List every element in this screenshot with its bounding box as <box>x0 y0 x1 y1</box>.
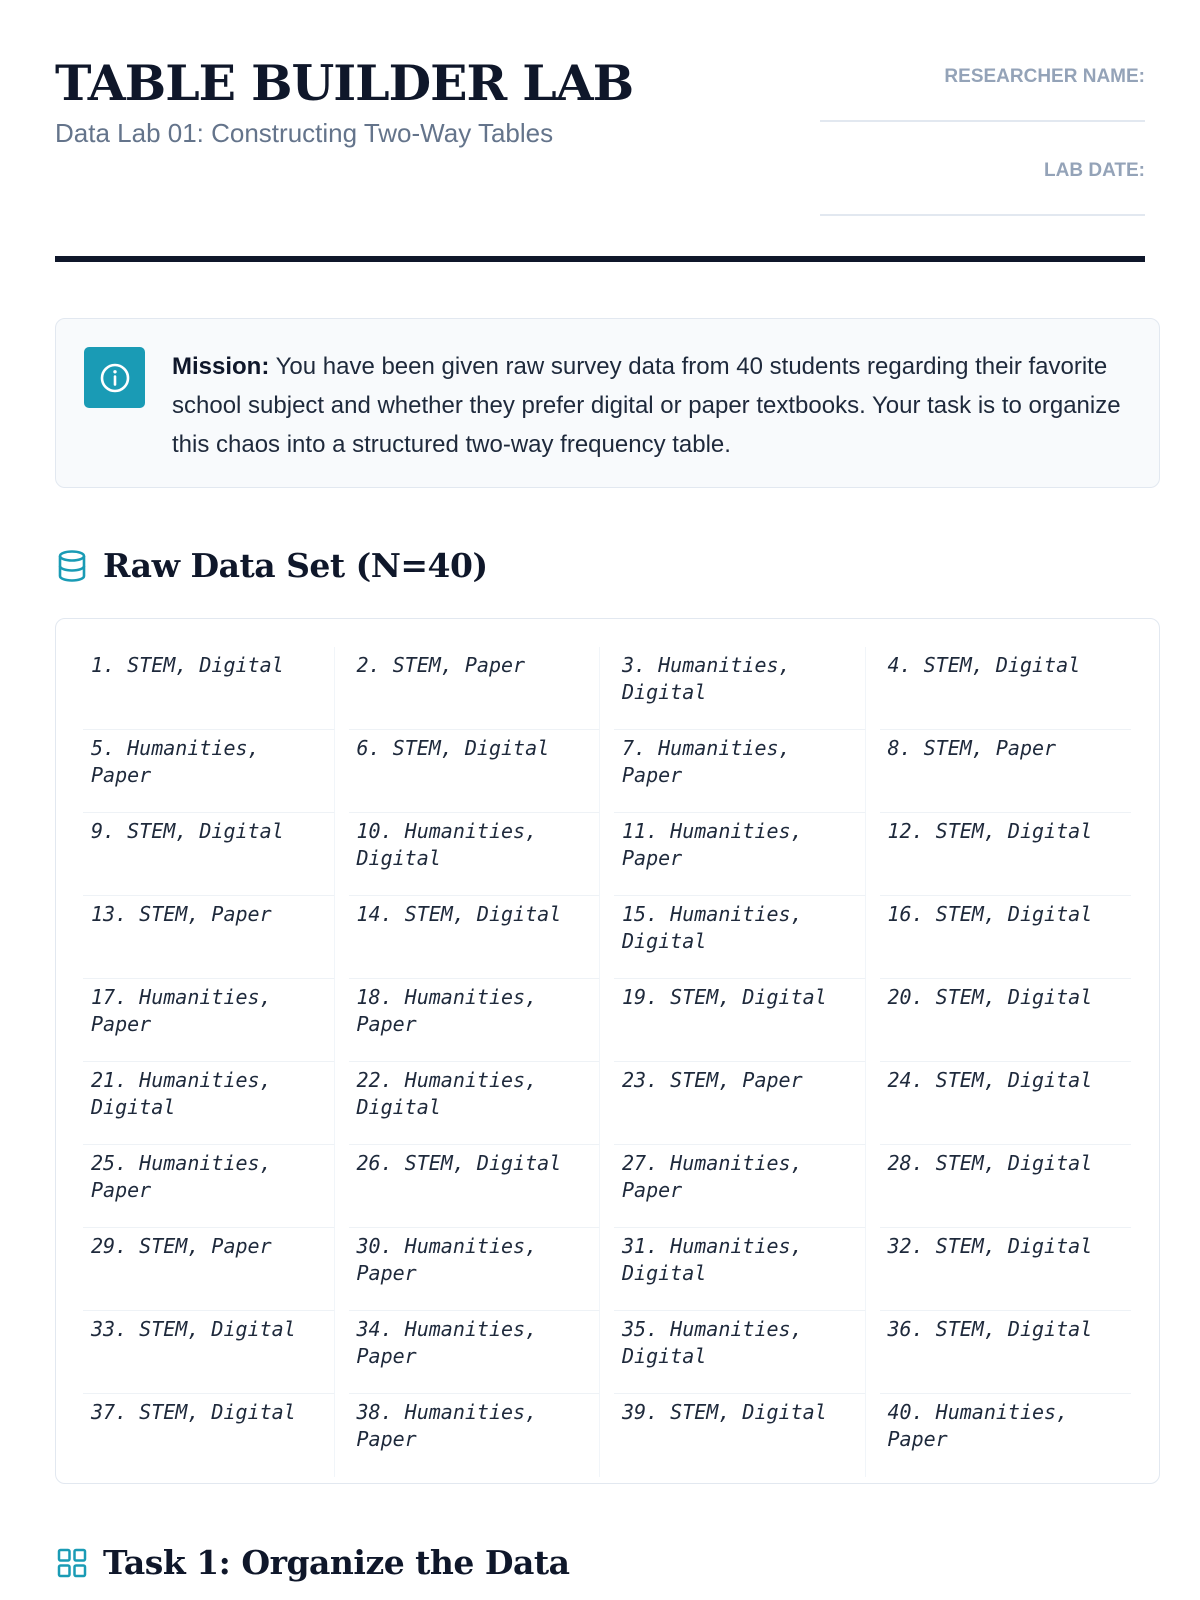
lab-date-line[interactable] <box>820 214 1145 216</box>
header-divider <box>55 256 1145 262</box>
data-entry: 5. Humanities, Paper <box>83 730 335 813</box>
data-entry: 3. Humanities, Digital <box>614 647 866 730</box>
data-entry: 2. STEM, Paper <box>349 647 601 730</box>
researcher-name-label: RESEARCHER NAME: <box>944 66 1145 87</box>
data-entry: 29. STEM, Paper <box>83 1228 335 1311</box>
data-entry: 7. Humanities, Paper <box>614 730 866 813</box>
researcher-name-line[interactable] <box>820 120 1145 122</box>
data-entry: 17. Humanities, Paper <box>83 979 335 1062</box>
researcher-name-field[interactable] <box>820 66 1145 122</box>
data-entry: 32. STEM, Digital <box>880 1228 1132 1311</box>
data-entry: 12. STEM, Digital <box>880 813 1132 896</box>
grid-icon <box>55 1546 89 1580</box>
data-entry: 10. Humanities, Digital <box>349 813 601 896</box>
data-entry: 13. STEM, Paper <box>83 896 335 979</box>
data-entry: 28. STEM, Digital <box>880 1145 1132 1228</box>
data-entry: 39. STEM, Digital <box>614 1394 866 1477</box>
raw-data-title: Raw Data Set (N=40) <box>103 546 488 585</box>
lab-date-label: LAB DATE: <box>1044 160 1145 181</box>
data-entry: 40. Humanities, Paper <box>887 1400 1069 1451</box>
data-entry: 30. Humanities, Paper <box>349 1228 601 1311</box>
mission-callout <box>55 318 1160 488</box>
data-entry: 21. Humanities, Digital <box>83 1062 335 1145</box>
data-entry: 23. STEM, Paper <box>614 1062 866 1145</box>
data-entry: 26. STEM, Digital <box>349 1145 601 1228</box>
page-title: TABLE BUILDER LAB <box>55 54 634 112</box>
data-entry: 37. STEM, Digital <box>83 1394 335 1477</box>
data-entry: 25. Humanities, Paper <box>83 1145 335 1228</box>
raw-data-heading <box>55 546 488 585</box>
database-icon <box>55 549 89 583</box>
worksheet-header <box>55 0 1145 262</box>
data-entry: 20. STEM, Digital <box>880 979 1132 1062</box>
data-entry: 15. Humanities, Digital <box>614 896 866 979</box>
mission-lead: Mission: <box>172 353 270 380</box>
data-entry: 34. Humanities, Paper <box>349 1311 601 1394</box>
data-entry: 14. STEM, Digital <box>349 896 601 979</box>
lab-date-field[interactable] <box>820 160 1145 216</box>
info-icon <box>84 347 145 408</box>
data-entry: 19. STEM, Digital <box>614 979 866 1062</box>
data-entry: 35. Humanities, Digital <box>614 1311 866 1394</box>
data-entry: 22. Humanities, Digital <box>349 1062 601 1145</box>
mission-body: You have been given raw survey data from 40 students regarding their favorite school subject and whether they prefer digital or paper textbooks. Your task is to organize this chaos into a structured two-way frequency table. <box>172 353 1121 458</box>
data-entry: 18. Humanities, Paper <box>349 979 601 1062</box>
raw-data-card <box>55 618 1160 1484</box>
data-entry: 24. STEM, Digital <box>880 1062 1132 1145</box>
raw-data-grid <box>83 647 1131 1477</box>
data-entry: 8. STEM, Paper <box>880 730 1132 813</box>
data-entry: 31. Humanities, Digital <box>614 1228 866 1311</box>
data-entry: 9. STEM, Digital <box>83 813 335 896</box>
data-entry: 33. STEM, Digital <box>83 1311 335 1394</box>
data-entry: 4. STEM, Digital <box>880 647 1132 730</box>
task-heading <box>55 1543 570 1582</box>
data-entry: 1. STEM, Digital <box>83 647 335 730</box>
mission-text <box>172 347 1132 464</box>
page-subtitle: Data Lab 01: Constructing Two-Way Tables <box>55 118 554 148</box>
data-entry: 27. Humanities, Paper <box>614 1145 866 1228</box>
task-title: Task 1: Organize the Data <box>103 1543 570 1582</box>
data-entry: 11. Humanities, Paper <box>614 813 866 896</box>
data-entry: 16. STEM, Digital <box>880 896 1132 979</box>
data-entry: 6. STEM, Digital <box>349 730 601 813</box>
data-entry: 38. Humanities, Paper <box>349 1394 601 1477</box>
data-entry: 36. STEM, Digital <box>880 1311 1132 1394</box>
